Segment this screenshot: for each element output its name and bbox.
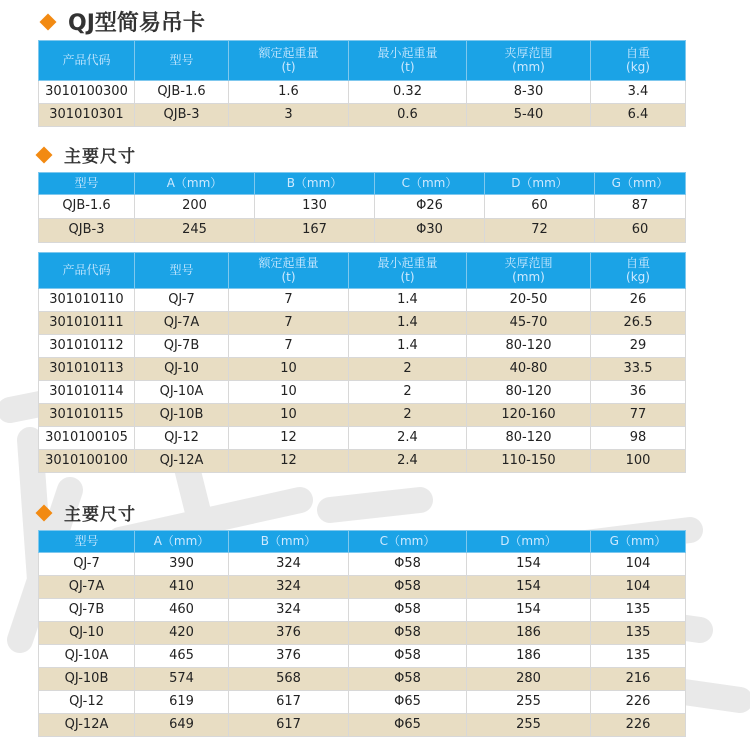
column-header-text: 夹厚范围 [504, 256, 553, 271]
table-cell: QJ-10 [135, 358, 229, 381]
table-cell: 98 [591, 427, 686, 450]
table-cell: 7 [229, 312, 349, 335]
table-cell: 301010115 [39, 404, 135, 427]
table-cell: 465 [135, 645, 229, 668]
table-cell: Φ58 [349, 599, 467, 622]
table-cell: Φ58 [349, 645, 467, 668]
table-cell: QJB-1.6 [39, 195, 135, 219]
table-cell: 33.5 [591, 358, 686, 381]
table-cell: 186 [467, 622, 591, 645]
table-cell: 574 [135, 668, 229, 691]
spec-table-qj [38, 252, 686, 473]
column-header [39, 41, 135, 81]
table-cell: Φ58 [349, 668, 467, 691]
diamond-bullet-icon [36, 504, 53, 521]
table-cell: 10 [229, 358, 349, 381]
table-cell: 6.4 [591, 104, 686, 127]
table-row [39, 645, 686, 668]
table-cell: 226 [591, 714, 686, 737]
table-cell: 301010111 [39, 312, 135, 335]
column-header: A（mm） [135, 531, 229, 553]
dims-table-qj [38, 530, 686, 737]
table-cell: 617 [229, 714, 349, 737]
diamond-bullet-icon [40, 13, 57, 30]
table-cell: Φ30 [375, 219, 485, 243]
table-row [39, 450, 686, 473]
table-cell: QJB-3 [39, 219, 135, 243]
table-row [39, 622, 686, 645]
column-header [349, 253, 467, 289]
table-cell: QJ-12 [39, 691, 135, 714]
diamond-bullet-icon [36, 146, 53, 163]
table-cell: 20-50 [467, 289, 591, 312]
table-cell: 0.32 [349, 81, 467, 104]
column-header [135, 253, 229, 289]
table-cell: Φ58 [349, 576, 467, 599]
column-header [467, 253, 591, 289]
table-header-row [39, 531, 686, 553]
table-cell: 1.4 [349, 335, 467, 358]
table-cell: 7 [229, 289, 349, 312]
section-heading-dims-1 [38, 142, 136, 167]
table-row [39, 599, 686, 622]
column-header-text: 最小起重量 [377, 46, 438, 61]
table-cell: Φ65 [349, 714, 467, 737]
table-cell: Φ26 [375, 195, 485, 219]
column-header-text: 自重 [625, 256, 650, 271]
section-heading-dims-2 [38, 500, 136, 525]
table-cell: 8-30 [467, 81, 591, 104]
table-cell: 135 [591, 622, 686, 645]
table-cell: 301010113 [39, 358, 135, 381]
column-header-text: 产品代码 [62, 52, 111, 67]
column-header-text: (kg) [626, 59, 650, 74]
table-row [39, 381, 686, 404]
column-header: D（mm） [485, 173, 595, 195]
table-cell: 1.4 [349, 312, 467, 335]
table-cell: 3010100300 [39, 81, 135, 104]
column-header-text: (t) [281, 269, 296, 284]
table-cell: 324 [229, 576, 349, 599]
table-cell: 36 [591, 381, 686, 404]
column-header-text: (t) [281, 59, 296, 74]
table-cell: QJ-7A [39, 576, 135, 599]
table-cell: 10 [229, 381, 349, 404]
column-header: 型号 [39, 531, 135, 553]
column-header-text: (t) [400, 59, 415, 74]
table-cell: 255 [467, 714, 591, 737]
table-cell: 2 [349, 358, 467, 381]
table-cell: QJ-10A [135, 381, 229, 404]
table-cell: 110-150 [467, 450, 591, 473]
table-cell: 649 [135, 714, 229, 737]
table-cell: 80-120 [467, 335, 591, 358]
table-cell: 120-160 [467, 404, 591, 427]
table-cell: 1.6 [229, 81, 349, 104]
table-cell: 40-80 [467, 358, 591, 381]
table-cell: 135 [591, 599, 686, 622]
column-header-text: 额定起重量 [258, 46, 319, 61]
table-cell: 2.4 [349, 450, 467, 473]
table-cell: QJ-10B [39, 668, 135, 691]
table-cell: 420 [135, 622, 229, 645]
page-title-text: QJ型简易吊卡 [68, 11, 205, 36]
table-cell: 72 [485, 219, 595, 243]
table-cell: 10 [229, 404, 349, 427]
table-cell: QJ-7 [39, 553, 135, 576]
column-header [349, 41, 467, 81]
table-cell: QJ-7A [135, 312, 229, 335]
table-cell: 60 [595, 219, 686, 243]
table-cell: 200 [135, 195, 255, 219]
table-cell: 2 [349, 404, 467, 427]
table-cell: QJ-12 [135, 427, 229, 450]
column-header-text: 自重 [625, 46, 650, 61]
column-header: G（mm） [595, 173, 686, 195]
table-cell: 80-120 [467, 381, 591, 404]
table-cell: 29 [591, 335, 686, 358]
table-cell: 12 [229, 450, 349, 473]
table-row [39, 714, 686, 737]
column-header: G（mm） [591, 531, 686, 553]
table-row [39, 195, 686, 219]
column-header: B（mm） [255, 173, 375, 195]
table-cell: QJ-10B [135, 404, 229, 427]
table-cell: 26.5 [591, 312, 686, 335]
table-header-row [39, 253, 686, 289]
column-header-text: (mm) [512, 269, 545, 284]
column-header: D（mm） [467, 531, 591, 553]
table-cell: 410 [135, 576, 229, 599]
table-row [39, 219, 686, 243]
table-cell: 255 [467, 691, 591, 714]
table-cell: 3010100100 [39, 450, 135, 473]
table-row [39, 553, 686, 576]
column-header: 型号 [39, 173, 135, 195]
column-header-text: 额定起重量 [258, 256, 319, 271]
table-cell: QJ-10 [39, 622, 135, 645]
table-cell: 226 [591, 691, 686, 714]
table-row [39, 668, 686, 691]
table-cell: Φ58 [349, 622, 467, 645]
table-cell: 26 [591, 289, 686, 312]
table-row [39, 576, 686, 599]
column-header-text: (t) [400, 269, 415, 284]
table-cell: 324 [229, 553, 349, 576]
table-cell: QJ-7B [39, 599, 135, 622]
table-cell: 301010112 [39, 335, 135, 358]
column-header [591, 41, 686, 81]
table-cell: 154 [467, 553, 591, 576]
column-header-text: 型号 [169, 262, 194, 277]
table-cell: Φ65 [349, 691, 467, 714]
table-cell: 7 [229, 335, 349, 358]
table-header-row [39, 41, 686, 81]
column-header-text: 型号 [169, 52, 194, 67]
table-cell: 0.6 [349, 104, 467, 127]
table-cell: 3010100105 [39, 427, 135, 450]
table-cell: QJ-12A [39, 714, 135, 737]
table-cell: 619 [135, 691, 229, 714]
spec-table-qjb [38, 40, 686, 127]
column-header: C（mm） [375, 173, 485, 195]
table-row [39, 104, 686, 127]
table-cell: QJ-7B [135, 335, 229, 358]
table-cell: 154 [467, 576, 591, 599]
table-cell: 280 [467, 668, 591, 691]
table-cell: 216 [591, 668, 686, 691]
table-cell: 154 [467, 599, 591, 622]
table-cell: 3.4 [591, 81, 686, 104]
table-cell: 104 [591, 553, 686, 576]
table-cell: 390 [135, 553, 229, 576]
table-cell: 617 [229, 691, 349, 714]
column-header-text: 产品代码 [62, 262, 111, 277]
column-header-text: (kg) [626, 269, 650, 284]
column-header-text: 最小起重量 [377, 256, 438, 271]
table-row [39, 404, 686, 427]
table-row [39, 427, 686, 450]
table-cell: 45-70 [467, 312, 591, 335]
table-cell: 245 [135, 219, 255, 243]
table-cell: 301010110 [39, 289, 135, 312]
table-row [39, 691, 686, 714]
table-cell: 100 [591, 450, 686, 473]
table-cell: 1.4 [349, 289, 467, 312]
table-cell: QJ-7 [135, 289, 229, 312]
table-cell: 324 [229, 599, 349, 622]
column-header [467, 41, 591, 81]
table-cell: 60 [485, 195, 595, 219]
table-cell: 130 [255, 195, 375, 219]
table-cell: 5-40 [467, 104, 591, 127]
column-header [39, 253, 135, 289]
table-cell: QJ-12A [135, 450, 229, 473]
table-cell: 87 [595, 195, 686, 219]
table-cell: 2.4 [349, 427, 467, 450]
table-cell: QJ-10A [39, 645, 135, 668]
table-cell: 301010301 [39, 104, 135, 127]
table-cell: 376 [229, 622, 349, 645]
table-row [39, 81, 686, 104]
column-header [135, 41, 229, 81]
table-cell: 12 [229, 427, 349, 450]
section-heading-text: 主要尺寸 [64, 147, 136, 167]
table-row [39, 335, 686, 358]
column-header [229, 253, 349, 289]
table-cell: 2 [349, 381, 467, 404]
table-row [39, 358, 686, 381]
table-cell: 167 [255, 219, 375, 243]
table-cell: 77 [591, 404, 686, 427]
table-cell: 186 [467, 645, 591, 668]
table-cell: 3 [229, 104, 349, 127]
table-row [39, 289, 686, 312]
column-header: A（mm） [135, 173, 255, 195]
table-cell: QJB-3 [135, 104, 229, 127]
dims-table-qjb [38, 172, 686, 243]
table-cell: 301010114 [39, 381, 135, 404]
table-cell: 376 [229, 645, 349, 668]
column-header: B（mm） [229, 531, 349, 553]
column-header-text: (mm) [512, 59, 545, 74]
table-row [39, 312, 686, 335]
table-header-row [39, 173, 686, 195]
column-header [591, 253, 686, 289]
table-cell: 460 [135, 599, 229, 622]
table-cell: 135 [591, 645, 686, 668]
table-cell: 80-120 [467, 427, 591, 450]
table-cell: 568 [229, 668, 349, 691]
table-cell: 104 [591, 576, 686, 599]
section-heading-text: 主要尺寸 [64, 505, 136, 525]
table-cell: Φ58 [349, 553, 467, 576]
table-cell: QJB-1.6 [135, 81, 229, 104]
column-header [229, 41, 349, 81]
column-header-text: 夹厚范围 [504, 46, 553, 61]
column-header: C（mm） [349, 531, 467, 553]
page-title [42, 6, 205, 37]
